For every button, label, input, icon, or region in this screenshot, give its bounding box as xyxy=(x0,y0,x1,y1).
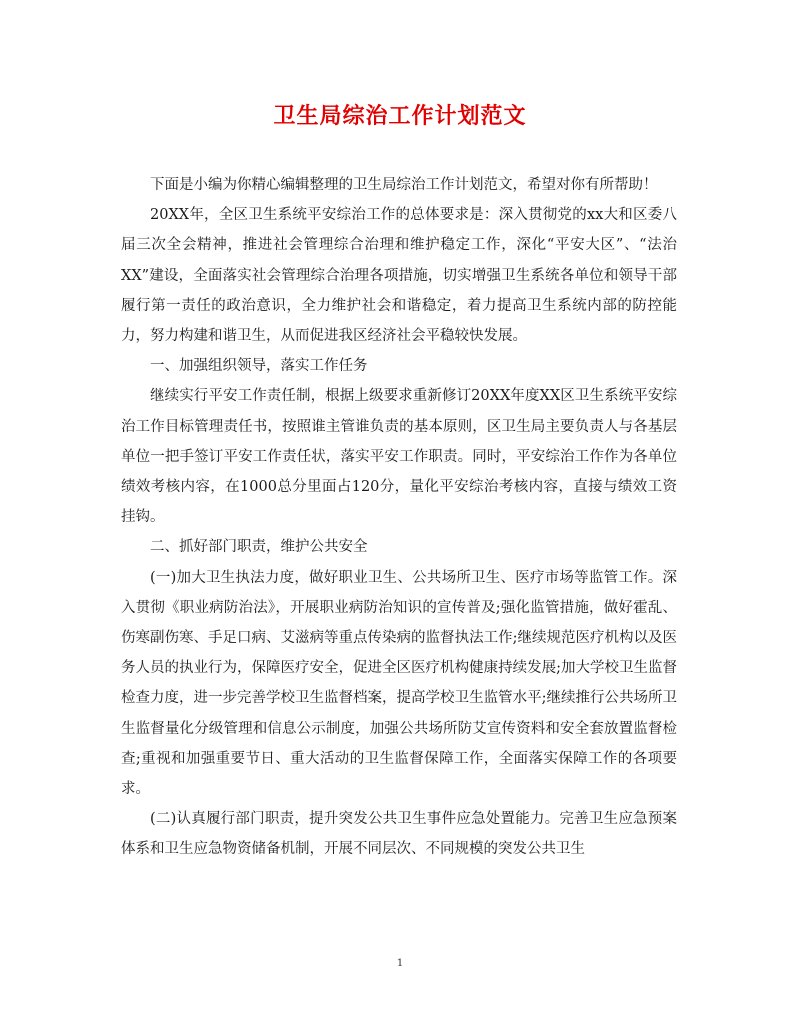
paragraph-subsection-1: (一)加大卫生执法力度，做好职业卫生、公共场所卫生、医疗市场等监管工作。深入贯彻《职业病防治法》，开展职业病防治知识的宣传普及;强化监管措施，做好霍乱、伤寒副伤寒、手足口病、艾滋病等重点传染病的监督执法工作;继续规范医疗机构以及医务人员的执业行为，保障医疗安全，促进全区医疗机构健康持续发展;加大学校卫生监督检查力度，进一步完善学校卫生监督档案，提高学校卫生监管水平;继续推行公共场所卫生监督量化分级管理和信息公示制度，加强公共场所防艾宣传资料和安全套放置监督检查;重视和加强重要节日、重大活动的卫生监督保障工作，全面落实保障工作的各项要求。 xyxy=(121,569,677,798)
document-title: 卫生局综治工作计划范文 xyxy=(273,104,527,129)
document-body xyxy=(121,170,677,865)
paragraph-intro: 下面是小编为你精心编辑整理的卫生局综治工作计划范文，希望对你有所帮助！ xyxy=(150,177,658,193)
paragraph-section-1: 继续实行平安工作责任制，根据上级要求重新修订20XX年度XX区卫生系统平安综治工作目标管理责任书，按照谁主管谁负责的基本原则，区卫生局主要负责人与各基层单位一把手签订平安工作责任状，落实平安工作职责。同时，平安综治工作作为各单位绩效考核内容，在1000总分里面占120分，量化平安综治考核内容，直接与绩效工资挂钩。 xyxy=(121,388,677,526)
page-number: 1 xyxy=(396,958,404,969)
paragraph-subsection-2: (二)认真履行部门职责，提升突发公共卫生事件应急处置能力。完善卫生应急预案体系和卫生应急物资储备机制，开展不同层次、不同规模的突发公共卫生 xyxy=(121,811,677,858)
section-heading-1: 一、加强组织领导，落实工作任务 xyxy=(150,358,368,375)
paragraph-overview: 20XX年，全区卫生系统平安综治工作的总体要求是：深入贯彻党的xx大和区委八届三次全会精神，推进社会管理综合治理和维护稳定工作，深化“平安大区”、“法治XX”建设，全面落实社会管理综合治理各项措施，切实增强卫生系统各单位和领导干部履行第一责任的政治意识，全力维护社会和谐稳定，着力提高卫生系统内部的防控能力，努力构建和谐卫生，从而促进我区经济社会平稳较快发展。 xyxy=(121,207,677,345)
section-heading-2: 二、抓好部门职责，维护公共安全 xyxy=(150,539,368,556)
